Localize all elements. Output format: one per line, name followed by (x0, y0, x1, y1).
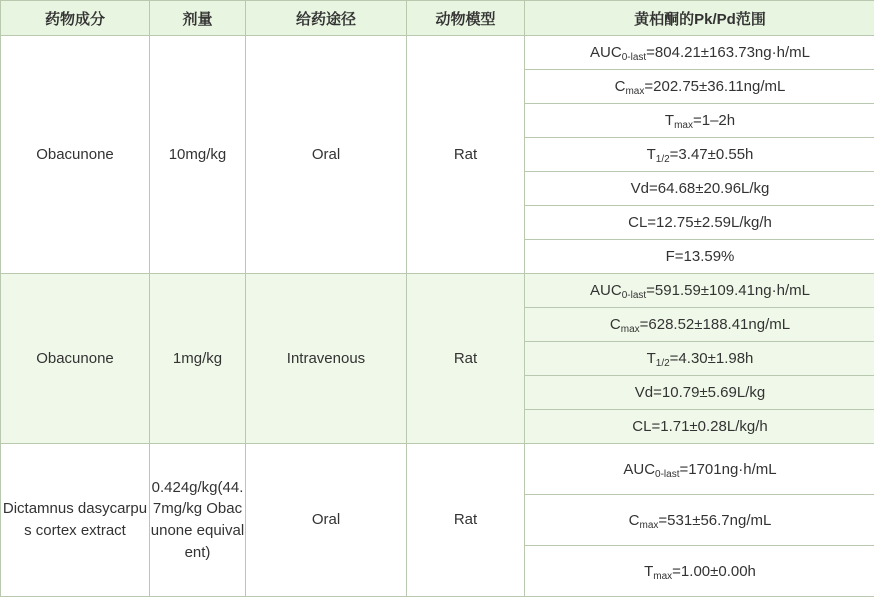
pk-param-value: =1–2h (693, 112, 735, 129)
cell-dose: 1mg/kg (150, 274, 246, 444)
pk-param-value: =202.75±36.11ng/mL (644, 78, 785, 95)
cell-route: Oral (246, 36, 407, 274)
pk-param-label: C (610, 316, 621, 333)
cell-component: Obacunone (1, 274, 150, 444)
table-row (1, 36, 874, 70)
column-header-route: 给药途径 (246, 1, 407, 36)
pk-param-value: =13.59% (675, 248, 735, 265)
pk-param-label: Vd (635, 384, 653, 401)
pk-param-label: T (647, 146, 656, 163)
cell-pk-parameter (525, 308, 874, 342)
cell-model: Rat (407, 36, 525, 274)
pk-param-label: C (615, 78, 626, 95)
pk-param-value: =804.21±163.73ng·h/mL (646, 44, 810, 61)
pk-param-subscript: max (625, 86, 644, 97)
column-header-dose: 剂量 (150, 1, 246, 36)
cell-pk-parameter (525, 546, 874, 597)
column-header-pkpd: 黄柏酮的Pk/Pd范围 (525, 1, 874, 36)
pk-param-subscript: max (653, 571, 672, 582)
pk-param-subscript: 0-last (622, 290, 646, 301)
pk-param-label: T (644, 563, 653, 580)
cell-pk-parameter (525, 70, 874, 104)
cell-pk-parameter (525, 138, 874, 172)
pk-param-value: =4.30±1.98h (670, 350, 754, 367)
column-header-model: 动物模型 (407, 1, 525, 36)
cell-model: Rat (407, 444, 525, 597)
cell-component: Obacunone (1, 36, 150, 274)
column-header-component: 药物成分 (1, 1, 150, 36)
pk-param-subscript: 1/2 (656, 154, 670, 165)
pk-param-label: AUC (590, 44, 622, 61)
cell-dose: 0.424g/kg(44.7mg/kg Obacunone equivalent) (150, 444, 246, 597)
pk-param-label: C (629, 512, 640, 529)
cell-pk-parameter (525, 444, 874, 495)
table-row (1, 274, 874, 308)
pk-param-label: T (647, 350, 656, 367)
cell-route: Intravenous (246, 274, 407, 444)
cell-route: Oral (246, 444, 407, 597)
pk-param-subscript: 0-last (655, 469, 679, 480)
cell-pk-parameter (525, 172, 874, 206)
pk-param-value: =3.47±0.55h (670, 146, 754, 163)
pk-param-label: CL (628, 214, 647, 231)
pk-param-subscript: 0-last (622, 52, 646, 63)
pk-param-label: CL (632, 418, 651, 435)
table-row (1, 444, 874, 495)
table-header (1, 1, 874, 36)
pk-param-subscript: max (621, 324, 640, 335)
pk-param-label: Vd (631, 180, 649, 197)
cell-dose: 10mg/kg (150, 36, 246, 274)
pk-param-label: F (666, 248, 675, 265)
pk-param-value: =12.75±2.59L/kg/h (647, 214, 772, 231)
pk-param-subscript: max (640, 520, 659, 531)
pk-param-subscript: 1/2 (656, 358, 670, 369)
cell-pk-parameter (525, 342, 874, 376)
cell-pk-parameter (525, 104, 874, 138)
pk-param-value: =628.52±188.41ng/mL (640, 316, 790, 333)
cell-pk-parameter (525, 36, 874, 70)
cell-pk-parameter (525, 410, 874, 444)
cell-pk-parameter (525, 274, 874, 308)
cell-pk-parameter (525, 495, 874, 546)
pk-param-label: T (665, 112, 674, 129)
pk-param-value: =1.00±0.00h (672, 563, 756, 580)
pk-param-label: AUC (590, 282, 622, 299)
pk-param-value: =1.71±0.28L/kg/h (651, 418, 767, 435)
pk-param-value: =591.59±109.41ng·h/mL (646, 282, 810, 299)
cell-pk-parameter (525, 376, 874, 410)
header-row (1, 1, 874, 36)
cell-component: Dictamnus dasycarpus cortex extract (1, 444, 150, 597)
pk-param-value: =10.79±5.69L/kg (653, 384, 765, 401)
pk-param-subscript: max (674, 120, 693, 131)
cell-pk-parameter (525, 240, 874, 274)
pk-param-label: AUC (623, 461, 655, 478)
cell-pk-parameter (525, 206, 874, 240)
pk-param-value: =64.68±20.96L/kg (649, 180, 769, 197)
pk-param-value: =1701ng·h/mL (679, 461, 776, 478)
table-body (1, 36, 874, 597)
cell-model: Rat (407, 274, 525, 444)
pk-param-value: =531±56.7ng/mL (658, 512, 771, 529)
